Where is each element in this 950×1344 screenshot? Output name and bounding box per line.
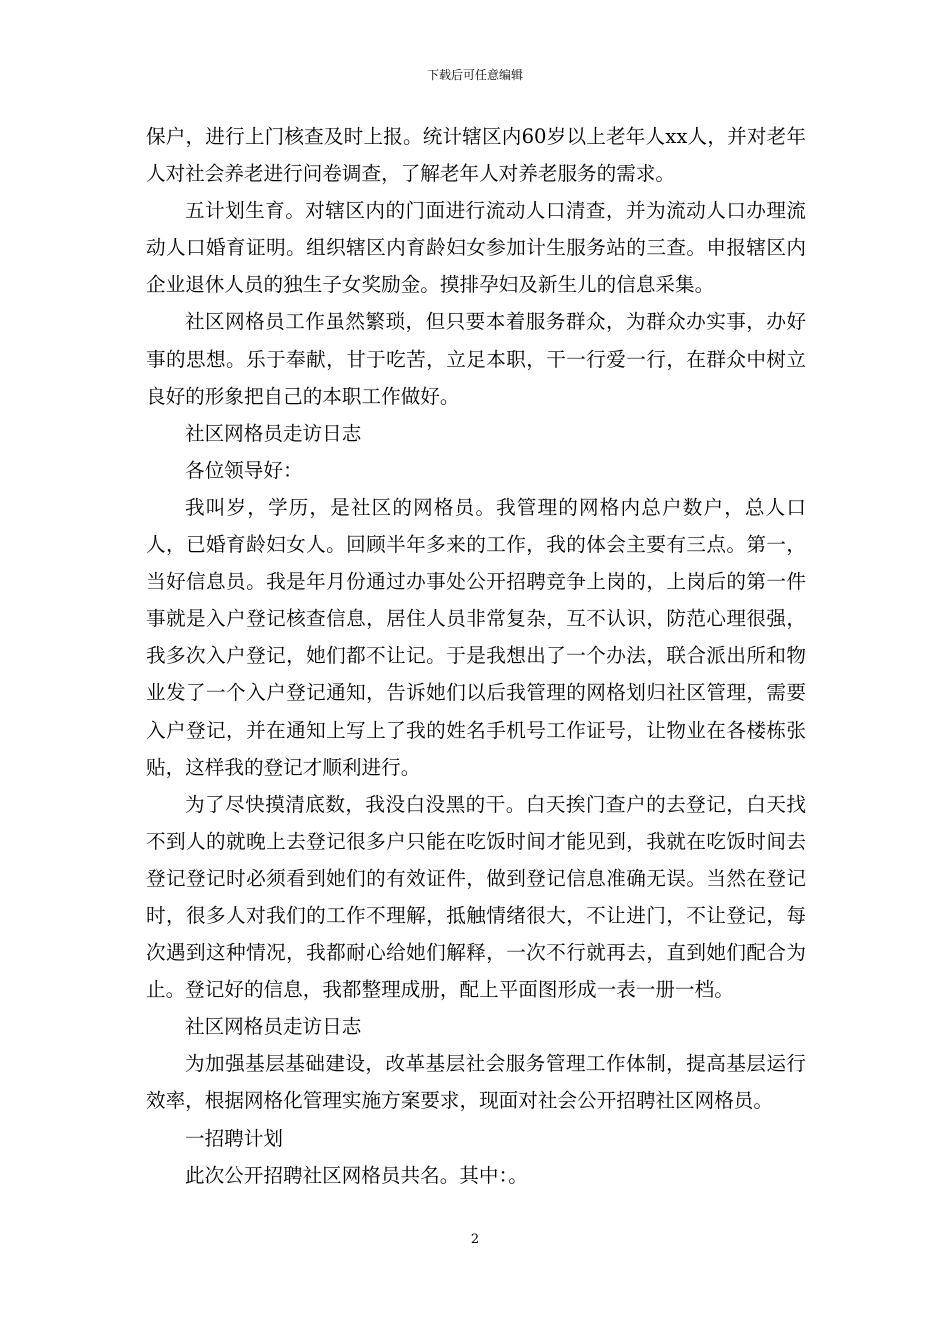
page-number: 2 (470, 1232, 480, 1247)
salutation: 各位领导好： (185, 458, 303, 482)
paragraph-11: 此次公开招聘社区网格员共名。其中：。 (185, 1163, 528, 1187)
section-heading-visit-log-2: 社区网格员走访日志 (185, 1015, 362, 1039)
paragraph-7: 为了尽快摸清底数，我没白没黑的干。白天挨门查户的去登记，白天找不到人的就晚上去登记很多户只能在吃饭时间才能见到，我就在吃饭时间去登记登记时必须看到她们的有效证件，做到登记信息准确无误。当然在登记时，很多人对我们的工作不理解，抵触情绪很大，不让进门，不让登记，每次遇到这种情况，我都耐心给她们解释，一次不行就再去，直到她们配合为止。登记好的信息，我都整理成册，配上平面图形成一表一册一档。 (146, 792, 806, 1002)
page-header: 下载后可任意编辑 (426, 68, 523, 82)
paragraph-2: 五计划生育。对辖区内的门面进行流动人口清查，并为流动人口办理流动人口婚育证明。组织辖区内育龄妇女参加计生服务站的三查。申报辖区内企业退休人员的独生子女奖励金。摸排孕妇及新生儿的信息采集。 (146, 199, 806, 297)
section-heading-recruitment-plan: 一招聘计划 (185, 1126, 283, 1150)
section-heading-visit-log-1: 社区网格员走访日志 (185, 421, 362, 445)
document-body (146, 118, 806, 1194)
paragraph-6: 我叫岁，学历，是社区的网格员。我管理的网格内总户数户，总人口人，已婚育龄妇女人。回顾半年多来的工作，我的体会主要有三点。第一，当好信息员。我是年月份通过办事处公开招聘竞争上岗的，上岗后的第一件事就是入户登记核查信息，居住人员非常复杂，互不认识，防范心理很强，我多次入户登记，她们都不让记。于是我想出了一个办法，联合派出所和物业发了一个入户登记通知，告诉她们以后我管理的网格划归社区管理，需要入户登记，并在通知上写上了我的姓名手机号工作证号，让物业在各楼栋张贴，这样我的登记才顺利进行。 (146, 495, 806, 779)
paragraph-3: 社区网格员工作虽然繁琐，但只要本着服务群众，为群众办实事，办好事的思想。乐于奉献，甘于吃苦，立足本职，干一行爱一行，在群众中树立良好的形象把自己的本职工作做好。 (146, 310, 806, 408)
paragraph-1: 保户，进行上门核查及时上报。统计辖区内60岁以上老年人xx人，并对老年人对社会养老进行问卷调查，了解老年人对养老服务的需求。 (146, 125, 806, 186)
paragraph-9: 为加强基层基础建设，改革基层社会服务管理工作体制，提高基层运行效率，根据网格化管理实施方案要求，现面对社会公开招聘社区网格员。 (146, 1052, 806, 1113)
